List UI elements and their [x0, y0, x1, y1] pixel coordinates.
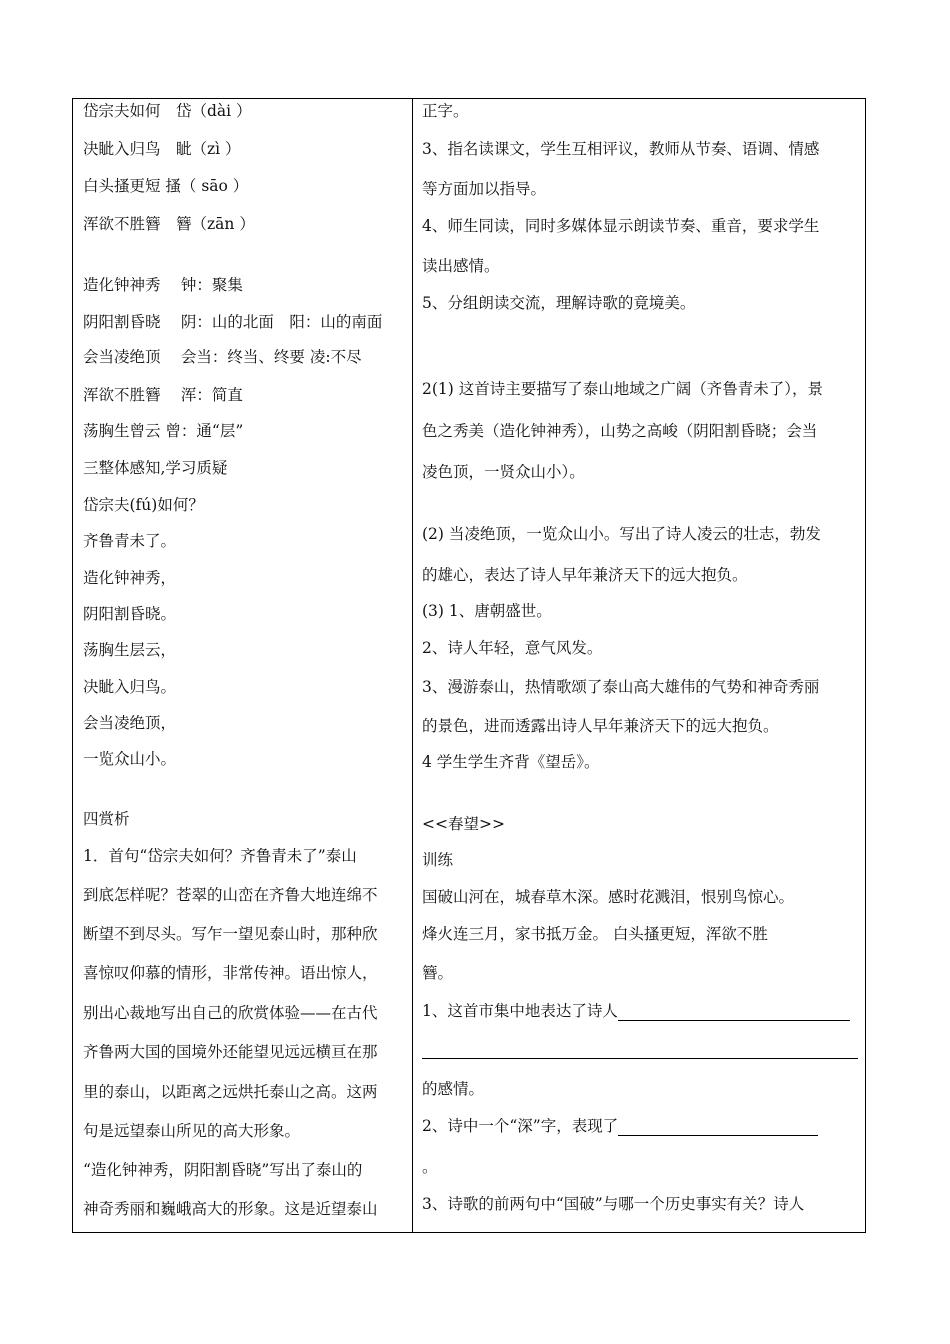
left-line: 浑欲不胜簪 簪（zān ） [83, 215, 255, 233]
right-line: 3、诗歌的前两句中“国破”与哪一个历史事实有关？诗人 [422, 1195, 805, 1213]
question-1-continuation [422, 1039, 858, 1059]
left-line: 里的泰山，以距离之远烘托泰山之高。这两 [83, 1083, 378, 1101]
right-line: 4、师生同读，同时多媒体显示朗读节奏、重音，要求学生 [422, 217, 820, 235]
question-2-text: 2、诗中一个“深”字，表现了 [422, 1117, 619, 1135]
left-line: 决眦入归鸟 眦（zì ） [83, 140, 241, 158]
left-line: 荡胸生层云， [83, 641, 177, 659]
left-line: 句是远望泰山所见的高大形象。 [83, 1122, 301, 1140]
right-line: 的感情。 [422, 1080, 485, 1098]
left-line: 齐鲁青未了。 [83, 532, 177, 550]
left-line: 决眦入归鸟。 [83, 678, 177, 696]
left-line: 神奇秀丽和巍峨高大的形象。这是近望泰山 [83, 1200, 378, 1218]
left-line: 四赏析 [83, 810, 130, 828]
right-line: 等方面加以指导。 [422, 180, 547, 198]
left-line: 造化钟神秀 钟：聚集 [83, 276, 243, 294]
lesson-table [72, 98, 866, 1233]
column-divider [412, 99, 413, 1232]
right-line: 。 [422, 1158, 438, 1176]
right-line: 2、诗人年轻，意气风发。 [422, 639, 603, 657]
left-line: 1．首句“岱宗夫如何？齐鲁青未了”泰山 [83, 847, 357, 865]
right-line: 3、指名读课文，学生互相评议，教师从节奏、语调、情感 [422, 140, 820, 158]
left-line: 阴阳割昏晓。 [83, 605, 177, 623]
left-line: 到底怎样呢？苍翠的山峦在齐鲁大地连绵不 [83, 886, 378, 904]
left-line: 白头搔更短 搔（ sāo ） [83, 177, 249, 195]
answer-blank [618, 1119, 818, 1136]
left-line: 造化钟神秀， [83, 569, 177, 587]
left-line: 断望不到尽头。写乍一望见泰山时，那种欣 [83, 925, 378, 943]
right-line: 凌色顶，一贤众山小）。 [422, 463, 585, 481]
right-line: 的景色，进而透露出诗人早年兼济天下的远大抱负。 [422, 717, 779, 735]
right-line: 正字。 [422, 102, 469, 120]
left-line: 齐鲁两大国的国境外还能望见远远横亘在那 [83, 1043, 378, 1061]
answer-blank [618, 1004, 850, 1021]
right-line: 色之秀美（造化钟神秀），山势之高峻（阴阳割昏晓；会当 [422, 422, 818, 440]
left-line: 喜惊叹仰慕的情形，非常传神。语出惊人， [83, 964, 378, 982]
right-line: 读出感情。 [422, 257, 500, 275]
left-line: 岱宗夫(fú)如何？ [83, 496, 204, 514]
right-line: 训练 [422, 851, 454, 869]
left-line: 别出心裁地写出自己的欣赏体验——在古代 [83, 1004, 378, 1022]
left-line: 荡胸生曾云 曾：通“层” [83, 422, 244, 440]
left-line: “造化钟神秀，阴阳割昏晓”写出了泰山的 [83, 1161, 363, 1179]
left-line: 会当凌绝顶 会当：终当、终要 凌:不尽 [83, 348, 362, 366]
right-line: 国破山河在，城春草木深。感时花溅泪，恨别鸟惊心。 [422, 888, 795, 906]
right-line: 4 学生学生齐背《望岳》。 [422, 753, 600, 771]
left-line: 岱宗夫如何 岱（dài ） [83, 102, 252, 120]
left-line: 一览众山小。 [83, 750, 177, 768]
left-line: 浑欲不胜簪 浑：简直 [83, 386, 243, 404]
right-line: 烽火连三月，家书抵万金。 白头搔更短，浑欲不胜 [422, 925, 768, 943]
left-line: 阴阳割昏晓 阴：山的北面 阳：山的南面 [83, 313, 383, 331]
right-line: (2) 当凌绝顶，一览众山小。写出了诗人凌云的壮志，勃发 [422, 525, 821, 543]
right-line: 的雄心，表达了诗人早年兼济天下的远大抱负。 [422, 566, 748, 584]
answer-blank [422, 1042, 858, 1059]
right-line: <<春望>> [422, 815, 505, 833]
left-line: 会当凌绝顶， [83, 714, 177, 732]
question-1-text: 1、这首市集中地表达了诗人 [422, 1002, 618, 1020]
question-1 [422, 1001, 850, 1021]
right-line: 3、漫游泰山，热情歌颂了泰山高大雄伟的气势和神奇秀丽 [422, 678, 820, 696]
right-line: 5、分组朗读交流，理解诗歌的竟境美。 [422, 294, 696, 312]
right-line: 2(1) 这首诗主要描写了泰山地域之广阔（齐鲁青未了），景 [422, 380, 823, 398]
question-2 [422, 1116, 818, 1136]
right-line: (3) 1、唐朝盛世。 [422, 602, 552, 620]
left-line: 三整体感知,学习质疑 [83, 459, 228, 477]
right-line: 簪。 [422, 964, 454, 982]
